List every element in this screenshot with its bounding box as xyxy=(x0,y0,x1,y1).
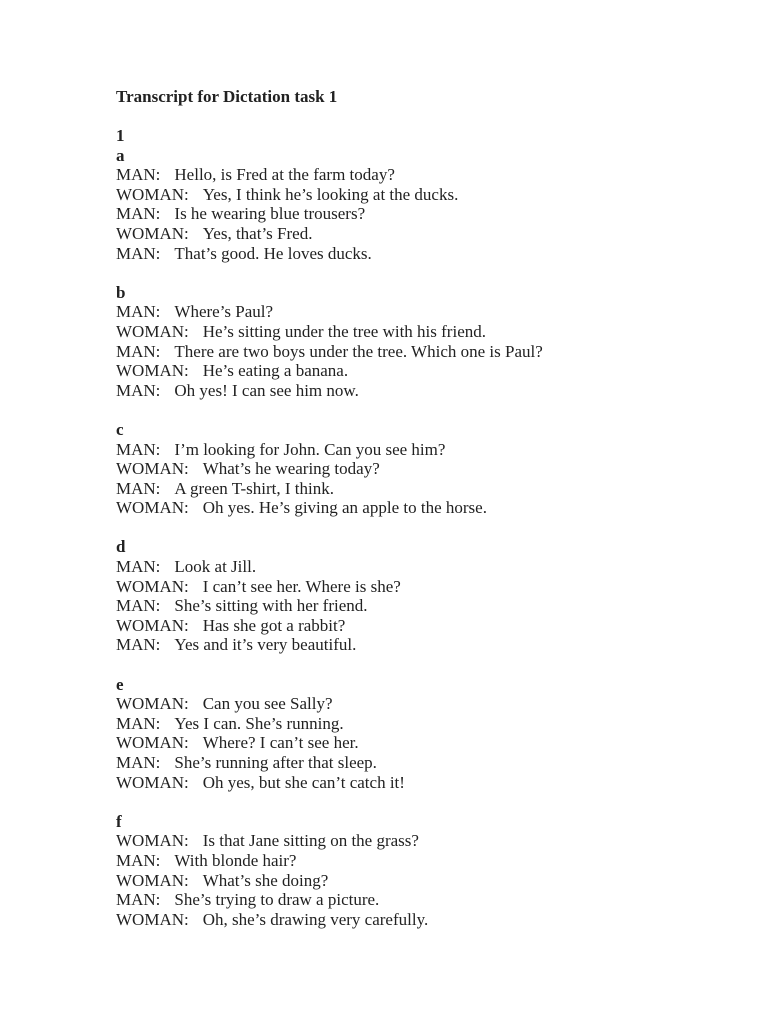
utterance-text: Look at Jill. xyxy=(174,557,257,577)
dialogue-line xyxy=(116,459,736,479)
utterance-text: Yes, I think he’s looking at the ducks. xyxy=(202,184,459,204)
dialogue-line xyxy=(116,440,736,460)
dialogue-line xyxy=(116,498,736,518)
speaker-label: WOMAN: xyxy=(116,223,189,243)
utterance-text: Yes I can. She’s running. xyxy=(174,713,344,733)
utterance-text: I can’t see her. Where is she? xyxy=(202,576,401,596)
utterance-text: She’s trying to draw a picture. xyxy=(174,890,380,910)
section-label: f xyxy=(116,811,122,831)
utterance-text: Is he wearing blue trousers? xyxy=(174,204,366,224)
dialogue-section-e xyxy=(116,675,736,793)
speaker-label: MAN: xyxy=(116,850,161,870)
speaker-label: WOMAN: xyxy=(116,733,189,753)
speaker-label: MAN: xyxy=(116,380,161,400)
dialogue-line xyxy=(116,361,736,381)
speaker-label: WOMAN: xyxy=(116,321,189,341)
speaker-label: MAN: xyxy=(116,890,161,910)
dialogue-line xyxy=(116,577,736,597)
speaker-label: MAN: xyxy=(116,165,161,185)
utterance-text: What’s she doing? xyxy=(202,870,329,890)
dialogue-line xyxy=(116,185,736,205)
utterance-text: Where? I can’t see her. xyxy=(202,733,359,753)
dialogue-line xyxy=(116,165,736,185)
speaker-label: MAN: xyxy=(116,596,161,616)
speaker-label: WOMAN: xyxy=(116,909,189,929)
speaker-label: WOMAN: xyxy=(116,831,189,851)
speaker-label: MAN: xyxy=(116,243,161,263)
dialogue-line xyxy=(116,557,736,577)
dialogue-line xyxy=(116,244,736,264)
speaker-label: MAN: xyxy=(116,439,161,459)
utterance-text: Has she got a rabbit? xyxy=(202,615,346,635)
utterance-text: Oh yes! I can see him now. xyxy=(174,380,359,400)
utterance-text: Hello, is Fred at the farm today? xyxy=(174,165,395,185)
dialogue-line xyxy=(116,635,736,655)
speaker-label: WOMAN: xyxy=(116,498,189,518)
transcript-page xyxy=(116,87,736,949)
speaker-label: MAN: xyxy=(116,341,161,361)
dialogue-section-a xyxy=(116,146,736,264)
dialogue-line xyxy=(116,302,736,322)
dialogue-line xyxy=(116,381,736,401)
utterance-text: Where’s Paul? xyxy=(174,302,274,322)
utterance-text: Yes, that’s Fred. xyxy=(202,223,313,243)
section-label: e xyxy=(116,674,124,694)
speaker-label: WOMAN: xyxy=(116,184,189,204)
dialogue-line xyxy=(116,773,736,793)
dialogue-line xyxy=(116,753,736,773)
utterance-text: Oh yes. He’s giving an apple to the horse. xyxy=(202,498,487,518)
utterance-text: That’s good. He loves ducks. xyxy=(174,243,372,263)
dialogue-line xyxy=(116,322,736,342)
speaker-label: MAN: xyxy=(116,753,161,772)
task-number: 1 xyxy=(116,126,125,145)
speaker-label: MAN: xyxy=(116,302,161,322)
speaker-label: WOMAN: xyxy=(116,694,189,714)
dialogue-section-c xyxy=(116,420,736,518)
transcript-sections xyxy=(116,146,736,930)
speaker-label: MAN: xyxy=(116,713,161,733)
dialogue-line xyxy=(116,910,736,930)
utterance-text: With blonde hair? xyxy=(174,850,297,870)
section-label: d xyxy=(116,537,126,557)
utterance-text: There are two boys under the tree. Which one is Paul? xyxy=(174,341,543,361)
speaker-label: WOMAN: xyxy=(116,772,189,792)
speaker-label: WOMAN: xyxy=(116,870,189,890)
dialogue-section-f xyxy=(116,812,736,930)
dialogue-line xyxy=(116,851,736,871)
section-label: b xyxy=(116,282,126,302)
speaker-label: WOMAN: xyxy=(116,459,189,479)
dialogue-line xyxy=(116,733,736,753)
speaker-label: MAN: xyxy=(116,557,161,577)
dialogue-line xyxy=(116,714,736,734)
dialogue-section-b xyxy=(116,283,736,401)
dialogue-line xyxy=(116,831,736,851)
utterance-text: Yes and it’s very beautiful. xyxy=(174,635,357,655)
utterance-text: He’s eating a banana. xyxy=(202,361,349,381)
dialogue-line xyxy=(116,342,736,362)
dialogue-line xyxy=(116,871,736,891)
speaker-label: MAN: xyxy=(116,204,161,224)
section-label: c xyxy=(116,419,124,439)
utterance-text: She’s sitting with her friend. xyxy=(174,596,368,616)
dialogue-line xyxy=(116,694,736,714)
speaker-label: WOMAN: xyxy=(116,576,189,596)
dialogue-line xyxy=(116,224,736,244)
speaker-label: WOMAN: xyxy=(116,361,189,381)
speaker-label: WOMAN: xyxy=(116,615,189,635)
section-label: a xyxy=(116,145,125,165)
dialogue-line xyxy=(116,890,736,910)
dialogue-section-d xyxy=(116,537,736,655)
utterance-text: He’s sitting under the tree with his friend. xyxy=(202,321,486,341)
utterance-text: Can you see Sally? xyxy=(202,694,333,714)
utterance-text: Oh, she’s drawing very carefully. xyxy=(202,909,429,929)
utterance-text: Is that Jane sitting on the grass? xyxy=(202,831,419,851)
page-title: Transcript for Dictation task 1 xyxy=(116,87,338,106)
utterance-text: What’s he wearing today? xyxy=(202,459,380,479)
dialogue-line xyxy=(116,596,736,616)
speaker-label: MAN: xyxy=(116,635,161,655)
utterance-text: A green T-shirt, I think. xyxy=(174,478,335,498)
speaker-label: MAN: xyxy=(116,478,161,498)
utterance-text: Oh yes, but she can’t catch it! xyxy=(202,772,405,792)
dialogue-line xyxy=(116,479,736,499)
utterance-text: I’m looking for John. Can you see him? xyxy=(174,439,446,459)
utterance-text: She’s running after that sleep. xyxy=(174,753,377,772)
dialogue-line xyxy=(116,204,736,224)
dialogue-line xyxy=(116,616,736,636)
